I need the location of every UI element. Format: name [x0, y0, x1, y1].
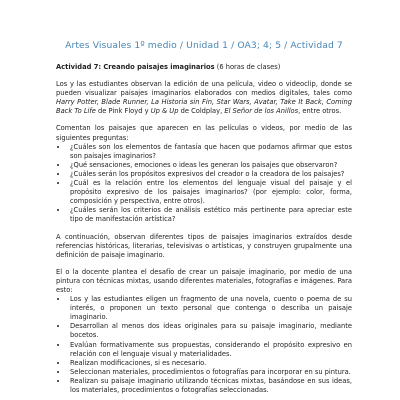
question-item: • ¿Cuál es la relación entre los elementos del lenguaje visual del paisaje y el propósito expresivo de los paisajes imaginarios? (por ejemplo: color, forma, composición y perspectiva, entre otros). — [68, 179, 352, 206]
intro-mid2: de Coldplay, — [178, 107, 225, 116]
activity-title: Actividad 7: Creando paisajes imaginarios — [56, 63, 215, 71]
page-header: Artes Visuales 1º medio / Unidad 1 / OA3; 4; 5 / Actividad 7 — [65, 40, 343, 51]
paragraph-3: El o la docente plantea el desafío de crear un paisaje imaginario, por medio de una pintura con técnicas mixtas, usando diferentes materiales, fotografías e imágenes. Para esto: — [56, 267, 352, 294]
intro-paragraph — [56, 80, 352, 116]
intro-works: Harry Potter, Blade Runner, La Historia sin Fin, Star Wars, Avatar, Take It Back, Coming Back To Life — [56, 98, 352, 116]
question-item: • ¿Qué sensaciones, emociones o ideas les generan los paisajes que observaron? — [68, 161, 352, 170]
question-item: • ¿Cuáles son los elementos de fantasía que hacen que podamos afirmar que estos son paisajes imaginarios? — [68, 143, 352, 161]
question-item: • ¿Cuáles serán los propósitos expresivos del creador o la creadora de los paisajes? — [68, 170, 352, 179]
paragraph-2: A continuación, observan diferentes tipos de paisajes imaginarios extraídos desde referencias históricas, literarias, televisivas o artísticas, y construyen grupalmente una definición de paisaje imaginario. — [56, 232, 352, 259]
step-item: • Seleccionan materiales, procedimientos o fotografías para incorporar en su pintura. — [68, 368, 352, 377]
activity-heading — [56, 63, 352, 72]
step-item: • Desarrollan al menos dos ideas originales para su paisaje imaginario, mediante bocetos. — [68, 322, 352, 340]
step-item: • Realizan su paisaje imaginario utilizando técnicas mixtas, basándose en sus ideas, los materiales, procedimientos o fotografías seleccionadas. — [68, 377, 352, 395]
question-item: • ¿Cuáles serán los criterios de análisis estético más pertinente para apreciar este tipo de manifestación artística? — [68, 206, 352, 224]
questions-list — [56, 143, 352, 225]
activity-duration: (6 horas de clases) — [216, 63, 281, 71]
step-item: • Realizan modificaciones, si es necesario. — [68, 359, 352, 368]
intro-work3: El Señor de los Anillos — [224, 107, 299, 116]
step-item: • Los y las estudiantes eligen un fragmento de una novela, cuento o poema de su interés, o proponen un texto personal que contenga o describa un paisaje imaginario. — [68, 295, 352, 322]
steps-list — [56, 295, 352, 395]
intro-mid1: de Pink Floyd y — [95, 107, 151, 116]
comment-intro: Comentan los paisajes que aparecen en las películas o videos, por medio de las siguientes preguntas: — [56, 124, 352, 142]
intro-part1: Los y las estudiantes observan la edición de una película, video o videoclip, donde se pueden visualizar paisajes imaginarios elaborados con medios digitales, tales como — [56, 80, 352, 98]
intro-work2: Up & Up — [150, 107, 179, 116]
intro-end: , entre otros. — [298, 107, 342, 116]
step-item: • Evalúan formativamente sus propuestas, considerando el propósito expresivo en relación con el lenguaje visual y materialidades. — [68, 341, 352, 359]
